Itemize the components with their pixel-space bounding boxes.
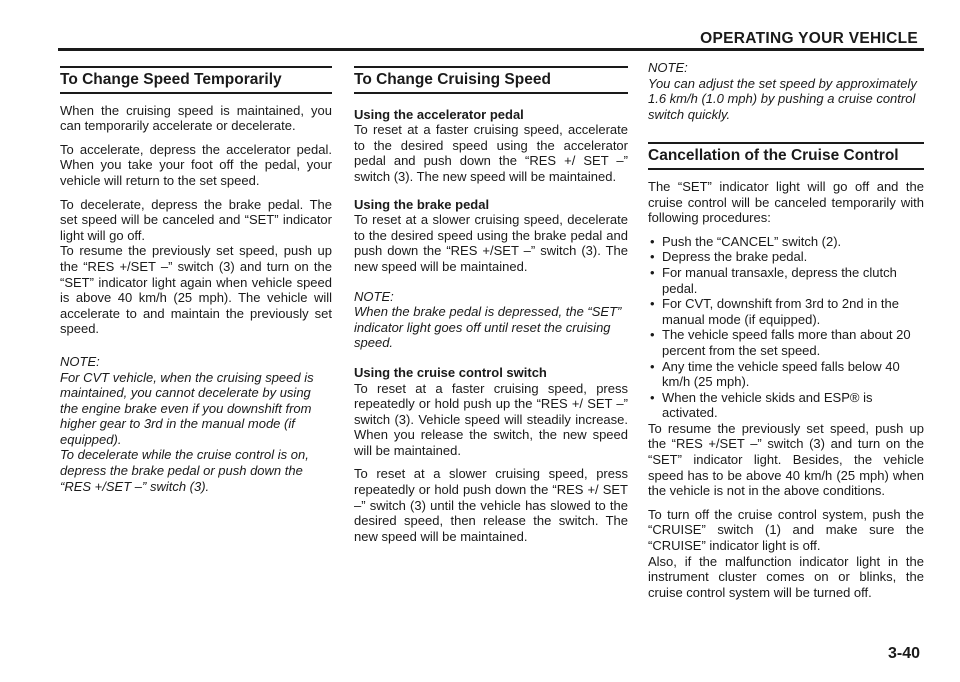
paragraph: To decelerate, depress the brake pedal. The set speed will be canceled and “SET” indicator light will go off. xyxy=(60,196,332,243)
paragraph: Also, if the malfunction indicator light in the instrument cluster comes on or blinks, the cruise control system will be turned off. xyxy=(648,553,924,600)
subheading: Using the brake pedal xyxy=(354,196,490,212)
note-label: NOTE: xyxy=(648,60,688,75)
list-item: • Push the “CANCEL” switch (2). xyxy=(648,234,924,250)
list-item: • When the vehicle skids and ESP® is activated. xyxy=(648,390,924,421)
cancellation-list xyxy=(648,234,924,421)
paragraph: When the cruising speed is maintained, you can temporarily accelerate or decelerate. xyxy=(60,102,332,134)
list-item: • The vehicle speed falls more than about 20 percent from the set speed. xyxy=(648,327,924,358)
list-item: • For manual transaxle, depress the clutch pedal. xyxy=(648,265,924,296)
subheading: Using the accelerator pedal xyxy=(354,106,524,122)
note-text: When the brake pedal is depressed, the “SET” indicator light goes off until reset the cruising speed. xyxy=(354,304,622,351)
note-text: For CVT vehicle, when the cruising speed is maintained, you cannot decelerate by using the engine brake even if you downshift from higher gear to 3rd in the manual mode (if equipped). xyxy=(60,369,314,447)
paragraph: To reset at a faster cruising speed, press repeatedly or hold push up the “RES +/ SET –” switch (3). Vehicle speed will steadily increase. When you release the switch, the new speed will be maintained. xyxy=(354,380,628,458)
section-header-title: OPERATING YOUR VEHICLE xyxy=(700,30,918,47)
paragraph: To turn off the cruise control system, push the “CRUISE” switch (1) and make sure the “CRUISE” indicator light is off. xyxy=(648,506,924,554)
header-rule xyxy=(58,48,924,51)
heading-change-speed-temporarily: To Change Speed Temporarily xyxy=(60,66,332,94)
column-left xyxy=(60,58,332,494)
note-label: NOTE: xyxy=(60,353,100,369)
paragraph: To reset at a faster cruising speed, accelerate to the desired speed using the accelerator pedal and push down the “RES +/ SET –” switch (3). The new speed will be maintained. xyxy=(354,122,628,184)
column-middle xyxy=(354,58,628,552)
heading-cancellation-cruise-control: Cancellation of the Cruise Control xyxy=(648,142,924,170)
subheading: Using the cruise control switch xyxy=(354,364,547,380)
page-number: 3-40 xyxy=(887,645,920,662)
list-item: • Any time the vehicle speed falls below 40 km/h (25 mph). xyxy=(648,359,924,390)
paragraph: The “SET” indicator light will go off and the cruise control will be canceled temporarily with following procedures: xyxy=(648,178,924,226)
paragraph: To resume the previously set speed, push up the “RES +/SET –” switch (3) and turn on the “SET” indicator light again when vehicle speed is above 40 km/h (25 mph). The vehicle will accelerate to and maintain the previously set speed. xyxy=(60,243,332,337)
heading-change-cruising-speed: To Change Cruising Speed xyxy=(354,66,628,94)
note-text: To decelerate while the cruise control is on, depress the brake pedal or push down the “RES +/SET –” switch (3). xyxy=(60,447,309,494)
list-item: • For CVT, downshift from 3rd to 2nd in the manual mode (if equipped). xyxy=(648,296,924,327)
note-text: You can adjust the set speed by approximately 1.6 km/h (1.0 mph) by pushing a cruise control switch quickly. xyxy=(648,75,917,122)
note-label: NOTE: xyxy=(354,288,394,304)
list-item: • Depress the brake pedal. xyxy=(648,249,924,265)
column-right xyxy=(648,60,924,608)
paragraph: To resume the previously set speed, push up the “RES +/SET –” switch (3) and turn on the “SET” indicator light. Besides, the vehicle speed has to be above 40 km/h (25 mph) when the vehicle is not in the above conditions. xyxy=(648,420,924,499)
paragraph: To reset at a slower cruising speed, decelerate to the desired speed using the brake pedal and push down the “RES +/SET –” switch (3). The new speed will be maintained. xyxy=(354,212,628,274)
paragraph: To accelerate, depress the accelerator pedal. When you take your foot off the pedal, your vehicle will return to the set speed. xyxy=(60,141,332,188)
paragraph: To reset at a slower cruising speed, press repeatedly or hold push down the “RES +/ SET –” switch (3) until the vehicle has slowed to the desired speed, then release the switch. The new speed will be maintained. xyxy=(354,466,628,544)
